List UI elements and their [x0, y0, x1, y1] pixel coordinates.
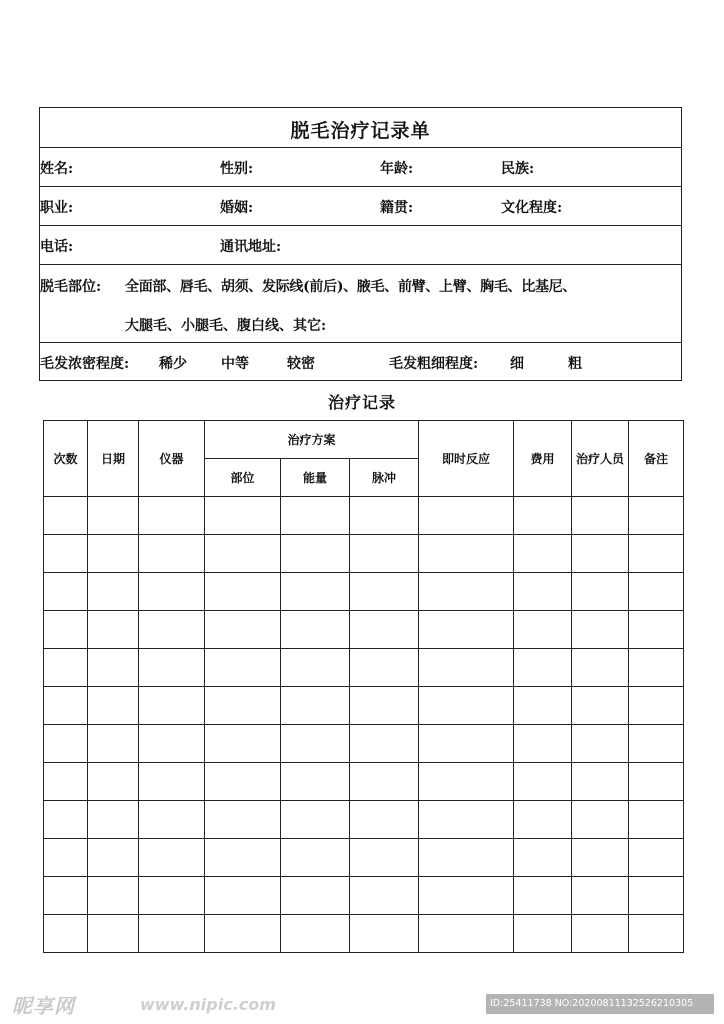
table-cell[interactable] — [139, 915, 205, 953]
table-cell[interactable] — [350, 763, 419, 801]
age-label: 年龄: — [380, 161, 414, 177]
table-cell[interactable] — [419, 687, 514, 725]
table-row — [44, 535, 684, 573]
table-cell[interactable] — [88, 877, 139, 915]
table-cell[interactable] — [205, 763, 281, 801]
table-cell[interactable] — [281, 687, 350, 725]
watermark-logo: 昵享网 — [12, 994, 75, 1018]
header-device: 仪器 — [139, 421, 205, 497]
form-row-areas — [40, 265, 681, 343]
table-cell[interactable] — [419, 573, 514, 611]
table-cell[interactable] — [629, 497, 684, 535]
table-row — [44, 725, 684, 763]
table-cell[interactable] — [572, 801, 629, 839]
table-cell[interactable] — [44, 649, 88, 687]
origin-label: 籍贯: — [380, 200, 414, 216]
table-cell[interactable] — [44, 877, 88, 915]
table-cell[interactable] — [205, 801, 281, 839]
header-date: 日期 — [88, 421, 139, 497]
table-cell[interactable] — [514, 687, 572, 725]
table-cell[interactable] — [205, 725, 281, 763]
table-cell[interactable] — [572, 915, 629, 953]
table-cell[interactable] — [350, 497, 419, 535]
table-cell[interactable] — [514, 725, 572, 763]
table-cell[interactable] — [88, 535, 139, 573]
table-cell[interactable] — [281, 725, 350, 763]
areas-line-1: 全面部、唇毛、胡须、发际线(前后)、腋毛、前臂、上臂、胸毛、比基尼、 — [125, 279, 577, 295]
table-cell[interactable] — [514, 839, 572, 877]
table-cell[interactable] — [572, 649, 629, 687]
table-cell[interactable] — [139, 877, 205, 915]
table-cell[interactable] — [281, 497, 350, 535]
treatment-records-table — [43, 420, 684, 953]
table-row — [44, 611, 684, 649]
table-cell[interactable] — [139, 649, 205, 687]
table-cell[interactable] — [88, 611, 139, 649]
form-row-social — [40, 187, 681, 226]
address-label: 通讯地址: — [220, 239, 282, 255]
table-cell[interactable] — [629, 725, 684, 763]
table-cell[interactable] — [88, 497, 139, 535]
table-cell[interactable] — [514, 535, 572, 573]
table-cell[interactable] — [44, 573, 88, 611]
table-cell[interactable] — [350, 611, 419, 649]
table-cell[interactable] — [281, 877, 350, 915]
table-cell[interactable] — [205, 497, 281, 535]
thickness-label: 毛发粗细程度: — [389, 356, 479, 372]
form-title-row — [40, 108, 681, 148]
table-cell[interactable] — [572, 763, 629, 801]
table-cell[interactable] — [44, 915, 88, 953]
table-row — [44, 801, 684, 839]
table-cell[interactable] — [572, 611, 629, 649]
records-title: 治疗记录 — [327, 393, 396, 412]
header-pulse: 脉冲 — [350, 459, 419, 497]
table-row — [44, 877, 684, 915]
table-cell[interactable] — [205, 649, 281, 687]
table-cell[interactable] — [514, 763, 572, 801]
table-cell[interactable] — [350, 687, 419, 725]
header-site: 部位 — [205, 459, 281, 497]
table-cell[interactable] — [350, 839, 419, 877]
table-cell[interactable] — [44, 839, 88, 877]
table-cell[interactable] — [281, 649, 350, 687]
occupation-label: 职业: — [40, 200, 74, 216]
table-cell[interactable] — [629, 763, 684, 801]
table-cell[interactable] — [139, 763, 205, 801]
table-cell[interactable] — [629, 573, 684, 611]
table-cell[interactable] — [88, 725, 139, 763]
header-plan: 治疗方案 — [205, 421, 419, 459]
density-medium: 中等 — [221, 356, 249, 372]
table-cell[interactable] — [514, 573, 572, 611]
areas-label: 脱毛部位: — [40, 279, 102, 295]
table-cell[interactable] — [419, 497, 514, 535]
table-cell[interactable] — [350, 725, 419, 763]
areas-line-2: 大腿毛、小腿毛、腹白线、其它: — [125, 318, 327, 334]
table-cell[interactable] — [44, 725, 88, 763]
density-label: 毛发浓密程度: — [40, 356, 130, 372]
table-cell[interactable] — [629, 611, 684, 649]
table-cell[interactable] — [514, 649, 572, 687]
table-cell[interactable] — [572, 877, 629, 915]
table-cell[interactable] — [350, 573, 419, 611]
table-cell[interactable] — [44, 611, 88, 649]
table-cell[interactable] — [205, 687, 281, 725]
table-cell[interactable] — [350, 801, 419, 839]
education-label: 文化程度: — [501, 200, 563, 216]
header-staff: 治疗人员 — [572, 421, 629, 497]
table-cell[interactable] — [44, 497, 88, 535]
table-cell[interactable] — [139, 611, 205, 649]
table-cell[interactable] — [350, 915, 419, 953]
table-cell[interactable] — [139, 573, 205, 611]
table-cell[interactable] — [88, 839, 139, 877]
table-cell[interactable] — [205, 915, 281, 953]
table-cell[interactable] — [419, 877, 514, 915]
marital-label: 婚姻: — [220, 200, 254, 216]
table-cell[interactable] — [44, 801, 88, 839]
table-cell[interactable] — [88, 801, 139, 839]
table-row — [44, 687, 684, 725]
table-cell[interactable] — [88, 687, 139, 725]
table-cell[interactable] — [88, 573, 139, 611]
watermark-id: ID:25411738 NO:20200811132526210305 — [486, 994, 714, 1014]
header-cost: 费用 — [514, 421, 572, 497]
table-cell[interactable] — [205, 535, 281, 573]
ethnicity-label: 民族: — [501, 161, 535, 177]
table-cell[interactable] — [629, 915, 684, 953]
thickness-coarse: 粗 — [568, 356, 582, 372]
header-remarks: 备注 — [629, 421, 684, 497]
table-cell[interactable] — [419, 801, 514, 839]
table-cell[interactable] — [350, 649, 419, 687]
table-cell[interactable] — [514, 801, 572, 839]
table-cell[interactable] — [419, 839, 514, 877]
table-row — [44, 497, 684, 535]
table-cell[interactable] — [572, 573, 629, 611]
form-row-basic — [40, 148, 681, 187]
table-cell[interactable] — [350, 535, 419, 573]
table-cell[interactable] — [139, 535, 205, 573]
table-cell[interactable] — [139, 801, 205, 839]
density-sparse: 稀少 — [159, 356, 187, 372]
table-cell[interactable] — [281, 763, 350, 801]
table-cell[interactable] — [629, 687, 684, 725]
table-cell[interactable] — [205, 573, 281, 611]
table-cell[interactable] — [629, 535, 684, 573]
table-cell[interactable] — [629, 649, 684, 687]
watermark-site: www.nipic.com — [140, 995, 276, 1014]
header-count: 次数 — [44, 421, 88, 497]
patient-info-form — [39, 107, 682, 381]
table-cell[interactable] — [572, 497, 629, 535]
form-row-contact — [40, 226, 681, 265]
gender-label: 性别: — [220, 161, 254, 177]
table-cell[interactable] — [514, 611, 572, 649]
table-cell[interactable] — [44, 687, 88, 725]
table-cell[interactable] — [88, 915, 139, 953]
table-cell[interactable] — [205, 839, 281, 877]
table-cell[interactable] — [572, 725, 629, 763]
table-cell[interactable] — [44, 535, 88, 573]
table-cell[interactable] — [514, 877, 572, 915]
phone-label: 电话: — [40, 239, 74, 255]
table-cell[interactable] — [281, 915, 350, 953]
table-cell[interactable] — [514, 497, 572, 535]
header-reaction: 即时反应 — [419, 421, 514, 497]
table-cell[interactable] — [88, 763, 139, 801]
table-cell[interactable] — [419, 763, 514, 801]
records-body — [44, 497, 684, 953]
table-cell[interactable] — [88, 649, 139, 687]
table-cell[interactable] — [629, 801, 684, 839]
density-dense: 较密 — [287, 356, 315, 372]
table-cell[interactable] — [419, 535, 514, 573]
table-cell[interactable] — [514, 915, 572, 953]
table-cell[interactable] — [629, 839, 684, 877]
table-row — [44, 649, 684, 687]
table-cell[interactable] — [281, 573, 350, 611]
table-cell[interactable] — [572, 839, 629, 877]
table-cell[interactable] — [205, 877, 281, 915]
table-cell[interactable] — [419, 611, 514, 649]
table-cell[interactable] — [281, 611, 350, 649]
table-cell[interactable] — [139, 497, 205, 535]
table-cell[interactable] — [281, 535, 350, 573]
table-cell[interactable] — [572, 535, 629, 573]
table-cell[interactable] — [139, 725, 205, 763]
header-energy: 能量 — [281, 459, 350, 497]
table-cell[interactable] — [419, 725, 514, 763]
table-cell[interactable] — [350, 877, 419, 915]
table-row — [44, 763, 684, 801]
table-cell[interactable] — [281, 839, 350, 877]
name-label: 姓名: — [40, 161, 74, 177]
table-cell[interactable] — [419, 915, 514, 953]
table-cell[interactable] — [205, 611, 281, 649]
form-row-hair — [40, 343, 681, 382]
table-row — [44, 839, 684, 877]
table-cell[interactable] — [629, 877, 684, 915]
thickness-fine: 细 — [510, 356, 524, 372]
table-cell[interactable] — [139, 687, 205, 725]
table-cell[interactable] — [139, 839, 205, 877]
table-row — [44, 915, 684, 953]
table-cell[interactable] — [419, 649, 514, 687]
table-cell[interactable] — [572, 687, 629, 725]
form-title: 脱毛治疗记录单 — [290, 120, 431, 142]
table-cell[interactable] — [44, 763, 88, 801]
table-cell[interactable] — [281, 801, 350, 839]
table-row — [44, 573, 684, 611]
